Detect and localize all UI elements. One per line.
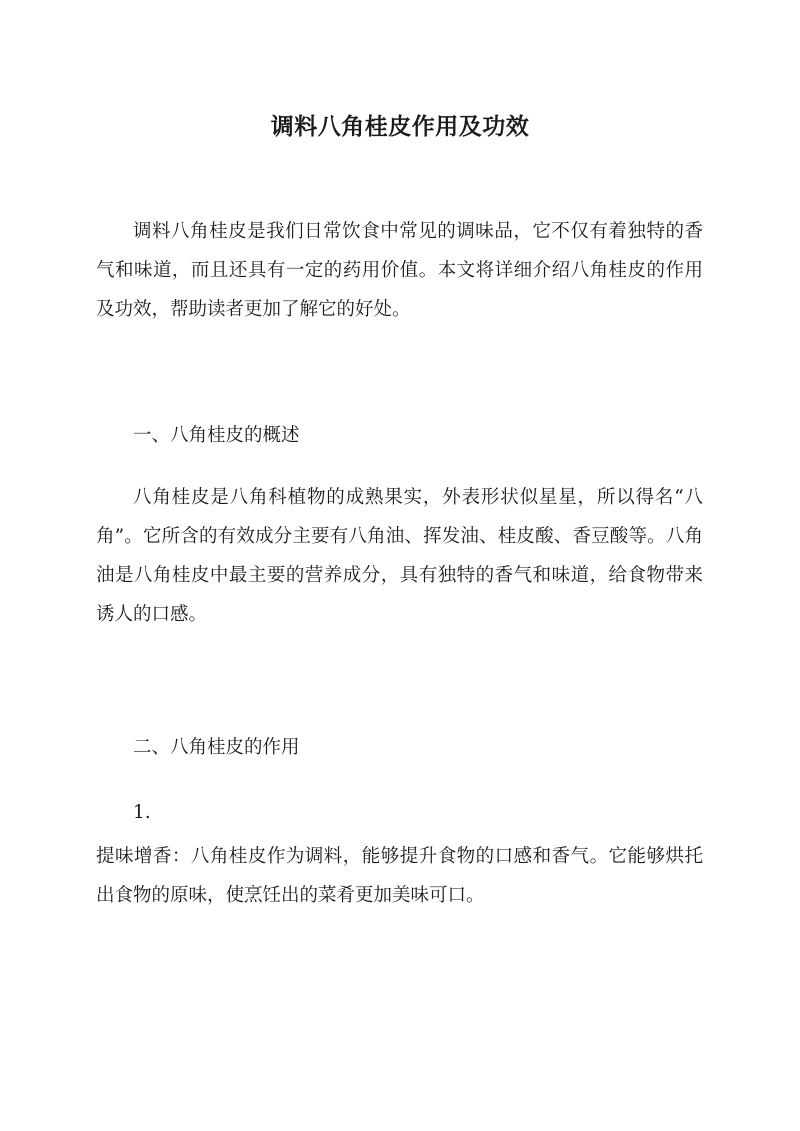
list-item-text: 提味增香：八角桂皮作为调料，能够提升食物的口感和香气。它能够烘托出食物的原味，使烹饪出的菜肴更加美味可口。 <box>96 846 703 906</box>
section-1-paragraph: 八角桂皮是八角科植物的成熟果实，外表形状似星星，所以得名“八角”。它所含的有效成分主要有八角油、挥发油、桂皮酸、香豆酸等。八角油是八角桂皮中最主要的营养成分，具有独特的香气和味道，给食物带来诱人的口感。 <box>96 487 703 625</box>
document-title: 调料八角桂皮作用及功效 <box>270 113 530 141</box>
section-1-heading: 一、八角桂皮的概述 <box>133 425 300 446</box>
intro-paragraph: 调料八角桂皮是我们日常饮食中常见的调味品，它不仅有着独特的香气和味道，而且还具有一定的药用价值。本文将详细介绍八角桂皮的作用及功效，帮助读者更加了解它的好处。 <box>96 221 703 320</box>
section-2-heading: 二、八角桂皮的作用 <box>133 737 300 758</box>
list-item-number: 1. <box>133 802 151 823</box>
